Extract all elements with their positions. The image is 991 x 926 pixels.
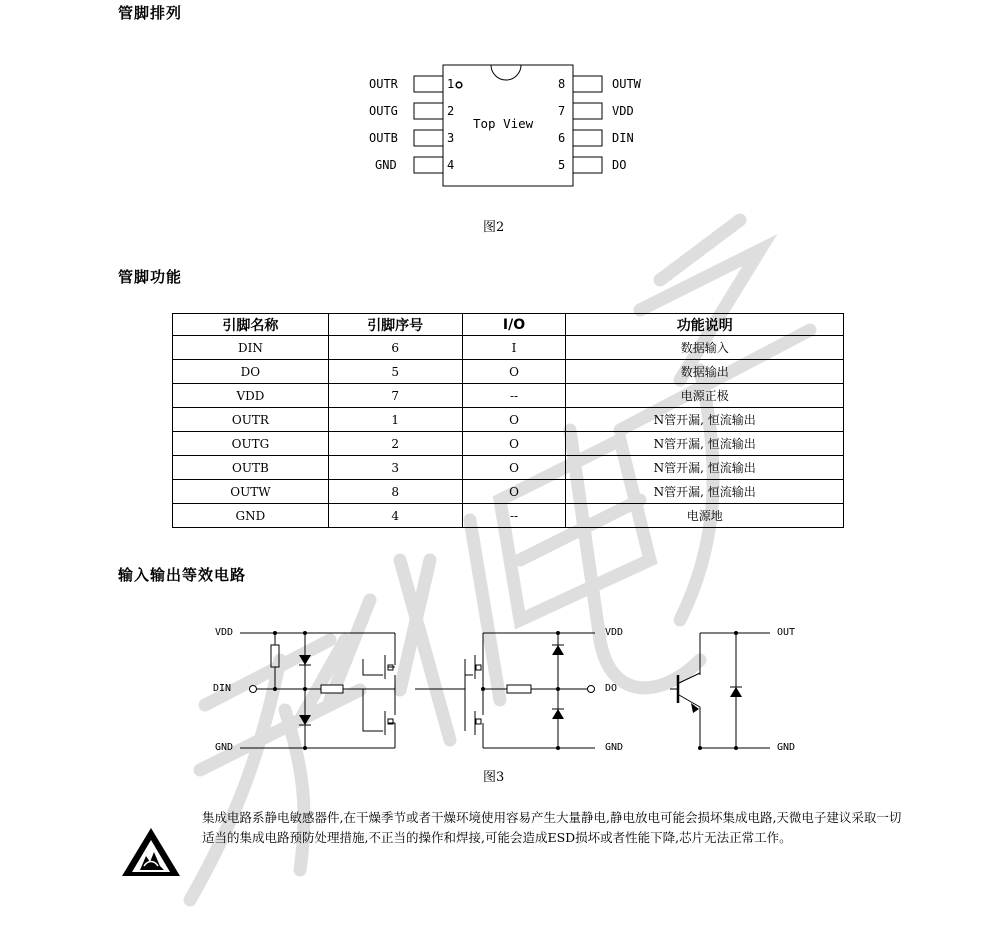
- table-row: [173, 384, 844, 408]
- table-row: [173, 408, 844, 432]
- pin-name-right-5: DO: [612, 158, 627, 172]
- cell-pin-name: DIN: [173, 336, 329, 360]
- table-header-row: [173, 314, 844, 336]
- cell-pin-name: OUTG: [173, 432, 329, 456]
- label-gnd-left: GND: [215, 742, 234, 753]
- cell-description: N管开漏, 恒流输出: [566, 432, 844, 456]
- cell-io: I: [462, 336, 566, 360]
- cell-io: --: [462, 504, 566, 528]
- esd-notice: 集成电路系静电敏感器件,在干燥季节或者干燥环境使用容易产生大量静电,静电放电可能会损坏集成电路,天微电子建议采取一切适当的集成电路预防处理措施,不正当的操作和焊接,可能会造成ESD损坏或者性能下降,芯片无法正常工作。: [202, 810, 902, 845]
- pin-num-right-8: 8: [558, 77, 566, 91]
- pinout-diagram: [355, 60, 655, 195]
- table-row: [173, 432, 844, 456]
- cell-pin-name: OUTR: [173, 408, 329, 432]
- top-view-label: Top View: [473, 116, 534, 131]
- cell-description: 电源正极: [566, 384, 844, 408]
- cell-description: N管开漏, 恒流输出: [566, 480, 844, 504]
- pin-name-right-7: VDD: [612, 104, 634, 118]
- pin-num-left-3: 3: [447, 131, 455, 145]
- cell-io: O: [462, 456, 566, 480]
- pin-name-left-4: GND: [375, 158, 397, 172]
- io-equivalent-circuit: [195, 615, 815, 765]
- label-gnd-right: GND: [605, 742, 624, 753]
- pin-name-left-3: OUTB: [369, 131, 398, 145]
- label-do: DO: [605, 683, 618, 694]
- pin-num-right-7: 7: [558, 104, 566, 118]
- cell-description: N管开漏, 恒流输出: [566, 408, 844, 432]
- cell-pin-number: 4: [328, 504, 462, 528]
- label-gnd-out: GND: [777, 742, 796, 753]
- table-row: [173, 336, 844, 360]
- pin-num-left-2: 2: [447, 104, 455, 118]
- cell-pin-number: 5: [328, 360, 462, 384]
- cell-io: --: [462, 384, 566, 408]
- cell-pin-number: 1: [328, 408, 462, 432]
- esd-warning-icon: [120, 826, 182, 878]
- cell-io: O: [462, 360, 566, 384]
- pin-num-left-1: 1: [447, 77, 455, 91]
- cell-io: O: [462, 408, 566, 432]
- cell-io: O: [462, 432, 566, 456]
- cell-pin-name: OUTB: [173, 456, 329, 480]
- cell-pin-number: 3: [328, 456, 462, 480]
- table-row: [173, 504, 844, 528]
- pin-num-left-4: 4: [447, 158, 455, 172]
- cell-io: O: [462, 480, 566, 504]
- cell-pin-name: OUTW: [173, 480, 329, 504]
- label-out: OUT: [777, 627, 796, 638]
- figure-caption-2: 图2: [483, 220, 505, 235]
- table-row: [173, 360, 844, 384]
- label-vdd-right: VDD: [605, 627, 624, 638]
- header-description: 功能说明: [566, 314, 844, 336]
- section-title-pin-arrangement: 管脚排列: [118, 4, 183, 22]
- cell-description: 电源地: [566, 504, 844, 528]
- section-title-pin-function: 管脚功能: [118, 268, 183, 286]
- cell-pin-name: GND: [173, 504, 329, 528]
- cell-pin-name: VDD: [173, 384, 329, 408]
- pin-num-right-5: 5: [558, 158, 566, 172]
- pin-name-left-1: OUTR: [369, 77, 398, 91]
- cell-description: 数据输入: [566, 336, 844, 360]
- circuit-schematic: [195, 615, 815, 765]
- cell-pin-number: 8: [328, 480, 462, 504]
- section-title-io-circuit: 输入输出等效电路: [118, 566, 247, 584]
- pin-num-right-6: 6: [558, 131, 566, 145]
- table-row: [173, 456, 844, 480]
- figure-caption-3: 图3: [483, 770, 505, 785]
- cell-pin-number: 2: [328, 432, 462, 456]
- pin-name-right-6: DIN: [612, 131, 634, 145]
- cell-pin-number: 6: [328, 336, 462, 360]
- cell-description: N管开漏, 恒流输出: [566, 456, 844, 480]
- header-pin-number: 引脚序号: [328, 314, 462, 336]
- label-vdd-left: VDD: [215, 627, 234, 638]
- cell-pin-number: 7: [328, 384, 462, 408]
- pin-name-right-8: OUTW: [612, 77, 641, 91]
- pin-function-table: [172, 313, 844, 528]
- table-row: [173, 480, 844, 504]
- label-din: DIN: [213, 683, 232, 694]
- header-pin-name: 引脚名称: [173, 314, 329, 336]
- header-io: I/O: [462, 314, 566, 336]
- pin-name-left-2: OUTG: [369, 104, 398, 118]
- cell-pin-name: DO: [173, 360, 329, 384]
- cell-description: 数据输出: [566, 360, 844, 384]
